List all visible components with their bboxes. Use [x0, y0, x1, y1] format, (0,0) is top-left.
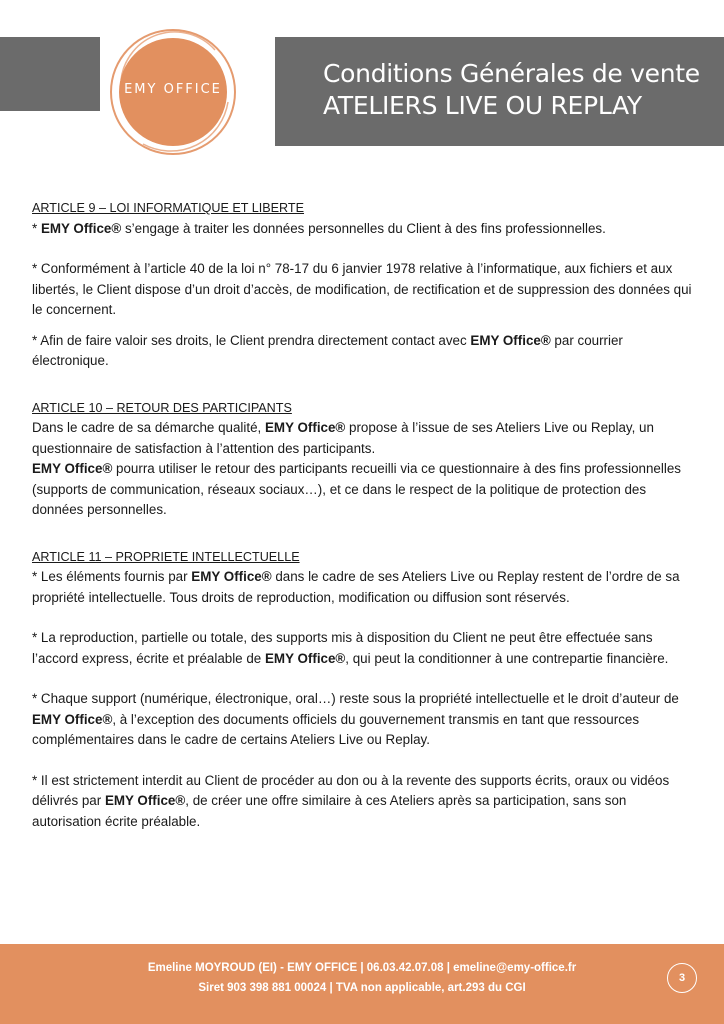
text-span: , de créer une offre similaire à ces Ateliers après sa participation, sans son autorisation écrite préalable. — [32, 793, 627, 829]
logo-text: EMY OFFICE — [124, 82, 222, 97]
brand-name: EMY Office® — [32, 461, 113, 476]
article-9-paragraph-3 — [32, 331, 697, 372]
article-11-paragraph-2 — [32, 628, 697, 669]
brand-name: EMY Office® — [40, 220, 122, 236]
article-10-paragraph-1 — [32, 418, 697, 459]
text-span: * — [32, 220, 41, 236]
footer-line-2: Siret 903 398 881 00024 | TVA non applicable, art.293 du CGI — [198, 982, 526, 994]
footer — [0, 944, 724, 1024]
article-11-heading: ARTICLE 11 – PROPRIETE INTELLECTUELLE — [32, 549, 300, 564]
article-11-paragraph-1 — [32, 567, 697, 608]
brand-name: EMY Office® — [470, 332, 551, 348]
page-title — [323, 58, 700, 122]
text-span: pourra utiliser le retour des participants recueilli via ce questionnaire à des fins professionnelles (supports de communication, réseaux sociaux…), et ce dans le respect de la politique de protection des données personnelles. — [32, 461, 681, 517]
brand-name: EMY Office® — [264, 420, 346, 435]
text-span: * Il est strictement interdit au Client de procéder au don ou à la revente des supports écrits, oraux ou vidéos délivrés par — [32, 772, 670, 808]
header-band-left — [0, 37, 100, 111]
brand-name: EMY Office® — [32, 711, 113, 727]
text-span: par courrier électronique. — [32, 332, 623, 368]
text-span: * Chaque support (numérique, électronique, oral…) reste sous la propriété intellectuelle et le droit d’auteur de — [32, 691, 679, 706]
page-number: 3 — [667, 963, 697, 993]
text-span: * Les éléments fournis par — [32, 569, 192, 584]
brand-name: EMY Office® — [264, 650, 346, 666]
text-span: dans le cadre de ses Ateliers Live ou Replay restent de l’ordre de sa propriété intellectuelle. Tous droits de reproduction, modification ou diffusion sont réservés. — [32, 569, 680, 605]
article-11-paragraph-3 — [32, 689, 697, 751]
title-line-1: Conditions Générales de vente — [323, 59, 700, 88]
text-span: s’engage à traiter les données personnelles du Client à des fins professionnelles. — [121, 220, 606, 236]
article-10-paragraph-2 — [32, 459, 697, 521]
text-span: propose à l’issue de ses Ateliers Live ou Replay, un questionnaire de satisfaction à l’attention des participants. — [32, 420, 654, 456]
article-11-paragraph-4 — [32, 771, 697, 833]
title-line-2: ATELIERS LIVE OU REPLAY — [323, 91, 642, 120]
article-9-paragraph-2: * Conformément à l’article 40 de la loi n° 78-17 du 6 janvier 1978 relative à l’informatique, aux fichiers et aux libertés, le Client dispose d’un droit d’accès, de modification, de rectification et de suppression des données qui le concernent. — [32, 261, 692, 317]
document-body — [32, 198, 697, 832]
footer-line-1: Emeline MOYROUD (EI) - EMY OFFICE | 06.03.42.07.08 | emeline@emy-office.fr — [147, 962, 577, 974]
article-10-heading: ARTICLE 10 – RETOUR DES PARTICIPANTS — [32, 400, 292, 415]
text-span: , qui peut la conditionner à une contrepartie financière. — [345, 650, 669, 666]
brand-name: EMY Office® — [104, 793, 186, 808]
footer-text — [0, 958, 724, 998]
article-9-paragraph-1 — [32, 219, 697, 240]
text-span: Dans le cadre de sa démarche qualité, — [32, 420, 265, 435]
text-span: * La reproduction, partielle ou totale, des supports mis à disposition du Client ne peut être effectuée sans l’accord express, écrite et préalable de — [32, 630, 653, 666]
article-9-heading: ARTICLE 9 – LOI INFORMATIQUE ET LIBERTE — [32, 201, 305, 215]
brand-name: EMY Office® — [191, 569, 272, 584]
text-span: * Afin de faire valoir ses droits, le Client prendra directement contact avec — [32, 332, 471, 348]
text-span: , à l’exception des documents officiels du gouvernement transmis en tant que ressources complémentaires dans le cadre de certains Ateliers Live ou Replay. — [32, 711, 640, 747]
